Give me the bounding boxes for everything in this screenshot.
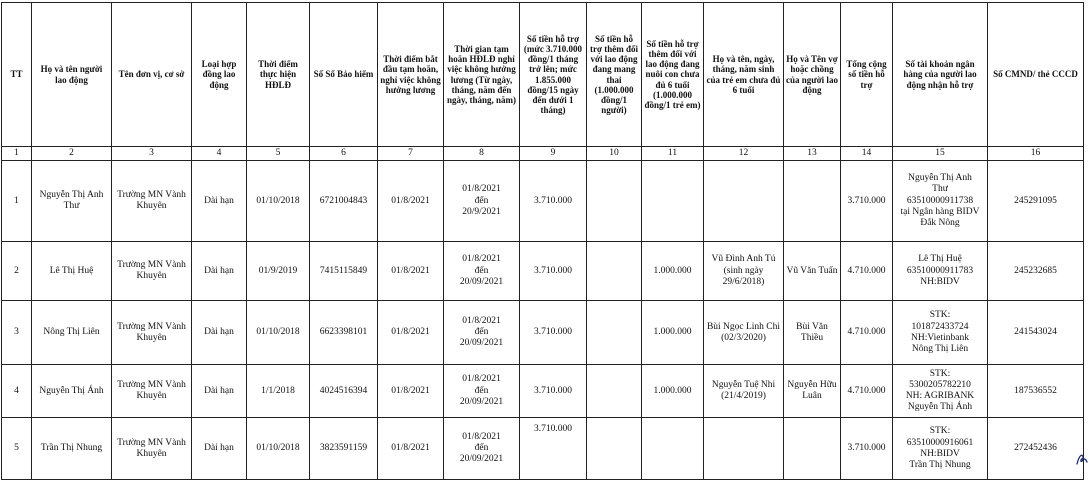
worker-name: Nguyễn Thị Ánh — [32, 365, 112, 418]
total-amount: 4.710.000 — [841, 242, 893, 301]
spouse-name: Nguyễn Hữu Luân — [784, 365, 841, 418]
unit-name: Trường MN Vành Khuyên — [112, 161, 192, 242]
bank-line: Thư — [932, 184, 948, 195]
bank-line: 63510000911738 — [906, 195, 974, 206]
spouse-name: Bùi Văn Thiều — [784, 301, 841, 365]
period-from: 01/8/2021 — [462, 184, 501, 195]
bank-line: Nguyễn Thị Ánh — [907, 402, 973, 413]
header-cell: Số tiền hỗ trợ thêm đối với lao động đang mang thai (1.000.000 đồng/1 người) — [587, 3, 642, 147]
period-from: 01/8/2021 — [462, 315, 501, 326]
contract-type: Dài hạn — [192, 242, 247, 301]
suspend-period — [444, 301, 520, 365]
column-number: 6 — [310, 147, 378, 161]
period-until: 20/09/2021 — [459, 396, 504, 407]
period-until: 20/09/2021 — [459, 276, 504, 287]
child-info: Bùi Ngọc Linh Chi (02/3/2020) — [704, 301, 784, 365]
column-number: 9 — [520, 147, 587, 161]
table-row — [2, 418, 1084, 480]
bank-account — [893, 365, 988, 418]
bank-account — [893, 301, 988, 365]
row-number: 4 — [2, 365, 32, 418]
handwritten-mark-icon — [1075, 451, 1089, 467]
child-info: Vũ Đình Anh Tú (sinh ngày 29/6/2018) — [704, 242, 784, 301]
header-cell: TT — [2, 3, 32, 147]
pregnancy-support — [587, 301, 642, 365]
support-list-table — [1, 2, 1084, 480]
contract-start: 01/10/2018 — [247, 161, 310, 242]
total-amount: 4.710.000 — [841, 301, 893, 365]
header-cell: Số tài khoản ngân hàng của người lao động nhận hỗ trợ — [893, 3, 988, 147]
pregnancy-support — [587, 365, 642, 418]
header-cell: Số Sổ Bảo hiểm — [310, 3, 378, 147]
period-from: 01/8/2021 — [462, 254, 501, 265]
row-number: 1 — [2, 161, 32, 242]
bank-line: NH:BIDV — [920, 448, 960, 459]
contract-start: 01/10/2018 — [247, 418, 310, 480]
worker-name: Lê Thị Huệ — [32, 242, 112, 301]
column-number: 8 — [444, 147, 520, 161]
row-number: 3 — [2, 301, 32, 365]
bank-line: NH:BIDV — [920, 276, 960, 287]
contract-type: Dài hạn — [192, 161, 247, 242]
table-row — [2, 365, 1084, 418]
total-amount: 3.710.000 — [841, 161, 893, 242]
pregnancy-support — [587, 242, 642, 301]
suspend-period — [444, 418, 520, 480]
column-number: 4 — [192, 147, 247, 161]
bank-line: Đắk Nông — [920, 218, 960, 228]
header-cell: Thời điểm thực hiện HĐLĐ — [247, 3, 310, 147]
column-number: 16 — [988, 147, 1084, 161]
column-number: 14 — [841, 147, 893, 161]
suspend-start: 01/8/2021 — [378, 365, 444, 418]
row-number: 2 — [2, 242, 32, 301]
header-cell: Họ và tên người lao động — [32, 3, 112, 147]
bank-line: STK: — [929, 368, 951, 379]
table-row — [2, 242, 1084, 301]
header-cell: Loại hợp đồng lao động — [192, 3, 247, 147]
unit-name: Trường MN Vành Khuyên — [112, 301, 192, 365]
bank-account — [893, 161, 988, 242]
column-number: 3 — [112, 147, 192, 161]
column-number-row — [2, 147, 1084, 161]
column-number: 11 — [642, 147, 704, 161]
header-cell: Tổng cộng số tiền hỗ trợ — [841, 3, 893, 147]
spouse-name — [784, 418, 841, 480]
insurance-number: 6721004843 — [310, 161, 378, 242]
column-number: 15 — [893, 147, 988, 161]
insurance-number: 4024516394 — [310, 365, 378, 418]
child-support: 1.000.000 — [642, 242, 704, 301]
bank-line: Nông Thị Liên — [911, 343, 969, 354]
spouse-name — [784, 161, 841, 242]
unit-name: Trường MN Vành Khuyên — [112, 418, 192, 480]
child-info: Nguyễn Tuệ Nhi (21/4/2019) — [704, 365, 784, 418]
column-number: 10 — [587, 147, 642, 161]
column-number: 2 — [32, 147, 112, 161]
period-until: 20/09/2021 — [459, 454, 504, 465]
bank-line: 63510000916061 — [906, 437, 974, 448]
id-number: 187536552 — [988, 365, 1084, 418]
bank-line: NH: AGRIBANK — [905, 391, 975, 402]
period-until: 20/09/2021 — [459, 338, 504, 349]
suspend-start: 01/8/2021 — [378, 418, 444, 480]
header-row — [2, 3, 1084, 147]
period-until: 20/9/2021 — [462, 206, 501, 217]
pregnancy-support — [587, 161, 642, 242]
insurance-number: 3823591159 — [310, 418, 378, 480]
support-amount: 3.710.000 — [520, 301, 587, 365]
bank-line: Nguyễn Thị Anh — [908, 173, 972, 184]
bank-line: Lê Thị Huệ — [918, 254, 962, 265]
unit-name: Trường MN Vành Khuyên — [112, 365, 192, 418]
support-amount: 3.710.000 — [520, 365, 587, 418]
header-cell: Số CMND/ thẻ CCCD — [988, 3, 1084, 147]
column-number: 13 — [784, 147, 841, 161]
header-cell: Thời gian tạm hoãn HĐLĐ nghỉ việc không hưởng lương (Từ ngày, tháng, năm đến ngày, tháng, năm) — [444, 3, 520, 147]
unit-name: Trường MN Vành Khuyên — [112, 242, 192, 301]
bank-line: 63510000911783 — [906, 265, 974, 276]
table-row — [2, 301, 1084, 365]
bank-line: STK: — [929, 310, 951, 321]
id-number: 245291095 — [988, 161, 1084, 242]
column-number: 5 — [247, 147, 310, 161]
column-number: 1 — [2, 147, 32, 161]
contract-type: Dài hạn — [192, 418, 247, 480]
period-to-word: đến — [474, 195, 489, 206]
id-number: 245232685 — [988, 242, 1084, 301]
child-info — [704, 418, 784, 480]
spouse-name: Vũ Văn Tuấn — [784, 242, 841, 301]
bank-line: 101872433724 — [911, 321, 969, 332]
bank-account — [893, 418, 988, 480]
worker-name: Nguyễn Thị Anh Thư — [32, 161, 112, 242]
column-number: 12 — [704, 147, 784, 161]
header-cell: Thời điểm bắt đầu tạm hoãn, nghỉ việc không hưởng lương — [378, 3, 444, 147]
contract-start: 1/1/2018 — [247, 365, 310, 418]
period-to-word: đến — [474, 327, 489, 338]
bank-account — [893, 242, 988, 301]
bank-line: 5300205782210 — [909, 380, 971, 390]
period-from: 01/8/2021 — [462, 431, 501, 442]
total-amount: 3.710.000 — [841, 418, 893, 480]
contract-start: 01/10/2018 — [247, 301, 310, 365]
suspend-period — [444, 242, 520, 301]
row-number: 5 — [2, 418, 32, 480]
child-info — [704, 161, 784, 242]
support-amount: 3.710.000 — [520, 161, 587, 242]
period-from: 01/8/2021 — [462, 374, 501, 385]
child-support — [642, 161, 704, 242]
contract-type: Dài hạn — [192, 301, 247, 365]
id-number: 241543024 — [988, 301, 1084, 365]
period-to-word: đến — [474, 443, 489, 454]
bank-line: NH:Vietinbank — [910, 332, 969, 343]
suspend-start: 01/8/2021 — [378, 301, 444, 365]
total-amount: 4.710.000 — [841, 365, 893, 418]
bank-line: Trần Thị Nhung — [909, 459, 971, 470]
header-cell: Họ và Tên vợ hoặc chồng của người lao động — [784, 3, 841, 147]
child-support — [642, 418, 704, 480]
insurance-number: 6623398101 — [310, 301, 378, 365]
suspend-period — [444, 161, 520, 242]
bank-line: tại Ngân hàng BIDV — [900, 206, 980, 217]
contract-type: Dài hạn — [192, 365, 247, 418]
period-to-word: đến — [474, 265, 489, 276]
suspend-start: 01/8/2021 — [378, 242, 444, 301]
table-row — [2, 161, 1084, 242]
column-number: 7 — [378, 147, 444, 161]
support-amount: 3.710.000 — [520, 242, 587, 301]
worker-name: Nông Thị Liên — [32, 301, 112, 365]
insurance-number: 7415115849 — [310, 242, 378, 301]
worker-name: Trần Thị Nhung — [32, 418, 112, 480]
header-cell: Tên đơn vị, cơ sở — [112, 3, 192, 147]
suspend-period — [444, 365, 520, 418]
bank-line: STK: — [929, 426, 951, 437]
child-support: 1.000.000 — [642, 301, 704, 365]
period-to-word: đến — [474, 385, 489, 396]
contract-start: 01/9/2019 — [247, 242, 310, 301]
pregnancy-support — [587, 418, 642, 480]
header-cell: Số tiền hỗ trợ (mức 3.710.000 đồng/1 tháng trở lên; mức 1.855.000 đồng/15 ngày đến dưới 1 tháng) — [520, 3, 587, 147]
id-number: 272452436 — [988, 418, 1084, 480]
header-cell: Số tiền hỗ trợ thêm đối với lao động đang nuôi con chưa đủ 6 tuổi (1.000.000 đồng/1 trẻ em) — [642, 3, 704, 147]
header-cell: Họ và tên, ngày, tháng, năm sinh của trẻ em chưa đủ 6 tuổi — [704, 3, 784, 147]
support-amount: 3.710.000 — [520, 418, 587, 480]
suspend-start: 01/8/2021 — [378, 161, 444, 242]
child-support: 1.000.000 — [642, 365, 704, 418]
